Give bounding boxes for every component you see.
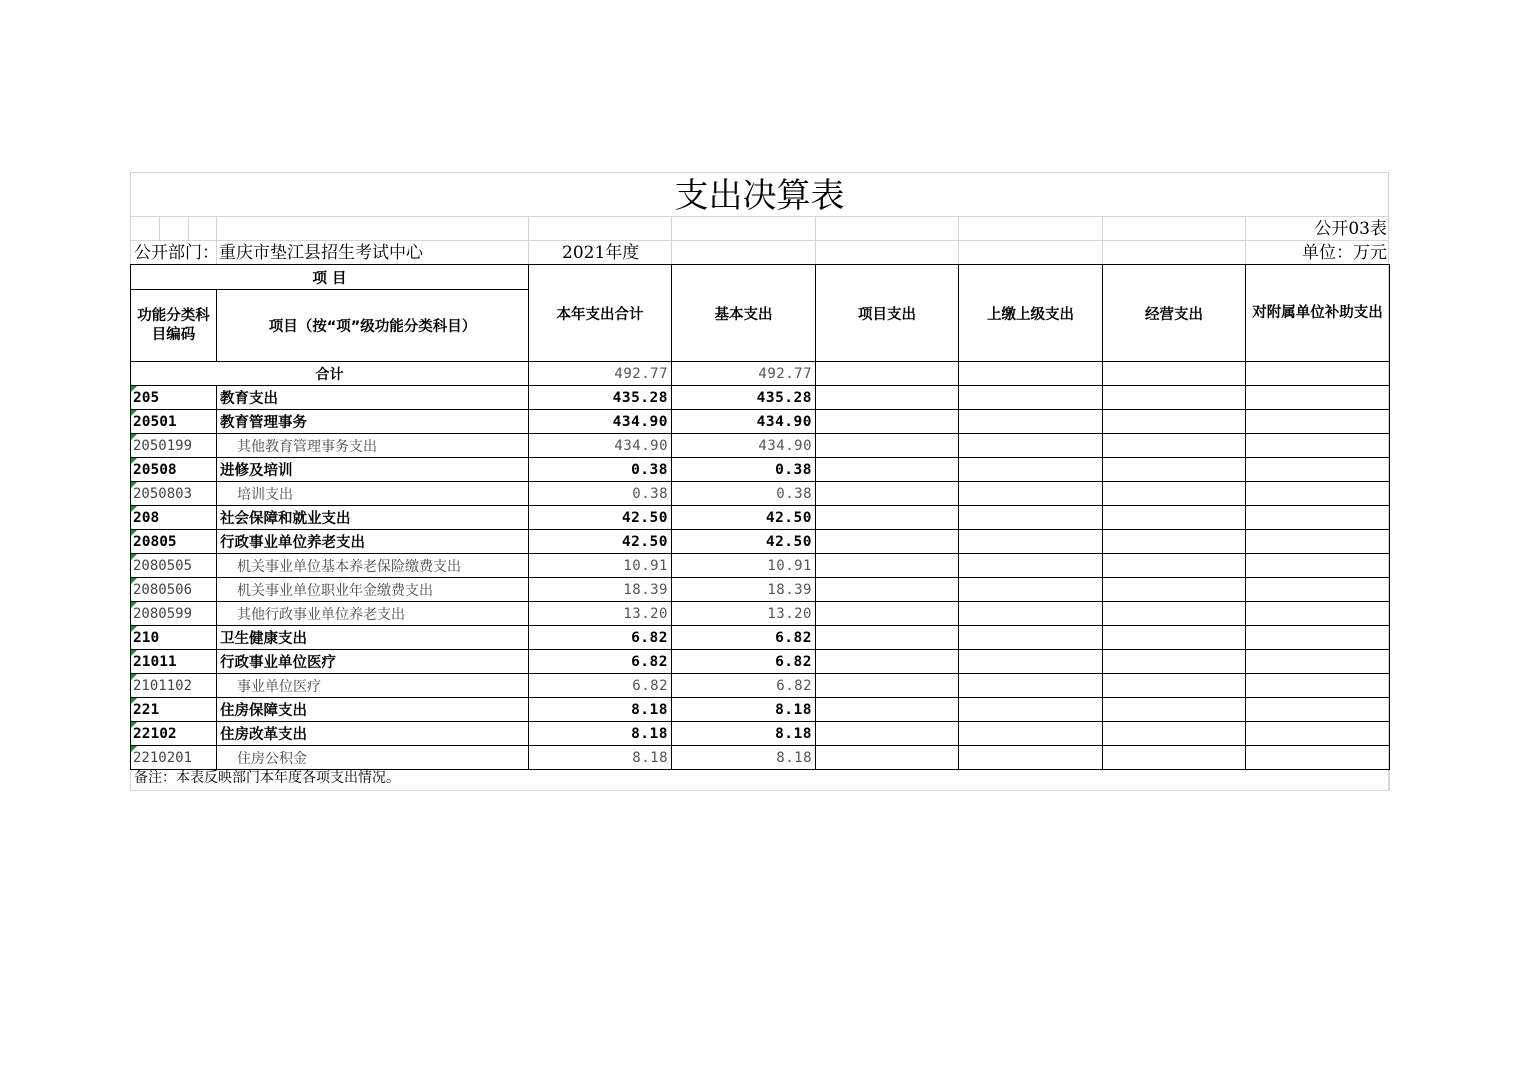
empty-cell <box>959 362 1103 386</box>
empty-cell <box>959 578 1103 602</box>
empty-cell <box>959 722 1103 746</box>
row-total: 8.18 <box>529 698 672 722</box>
header-code: 功能分类科目编码 <box>131 290 217 362</box>
row-basic: 42.50 <box>672 530 816 554</box>
total-label: 合计 <box>131 362 529 386</box>
table-row <box>131 458 1390 482</box>
empty-cell <box>1103 722 1246 746</box>
header-basic: 基本支出 <box>672 265 816 362</box>
row-name: 进修及培训 <box>217 458 529 482</box>
table-row <box>131 386 1390 410</box>
empty-cell <box>1246 386 1390 410</box>
total-amount: 492.77 <box>529 362 672 386</box>
row-name: 机关事业单位基本养老保险缴费支出 <box>217 554 529 578</box>
empty-cell <box>816 386 959 410</box>
empty-cell <box>1103 434 1246 458</box>
row-total: 6.82 <box>529 650 672 674</box>
empty-cell <box>959 746 1103 770</box>
row-name: 教育支出 <box>217 386 529 410</box>
table-row <box>131 410 1390 434</box>
empty-cell <box>816 698 959 722</box>
row-basic: 0.38 <box>672 482 816 506</box>
fiscal-year: 2021年度 <box>562 243 640 263</box>
row-code: 208 <box>131 506 217 530</box>
empty-cell <box>959 554 1103 578</box>
row-basic: 18.39 <box>672 578 816 602</box>
row-name: 培训支出 <box>217 482 529 506</box>
row-total: 13.20 <box>529 602 672 626</box>
expenditure-table <box>130 264 1390 770</box>
empty-cell <box>1246 602 1390 626</box>
empty-cell <box>959 602 1103 626</box>
header-subsidy: 对附属单位补助支出 <box>1246 265 1390 362</box>
empty-cell <box>1103 674 1246 698</box>
empty-cell <box>1103 578 1246 602</box>
row-name: 社会保障和就业支出 <box>217 506 529 530</box>
empty-cell <box>1246 434 1390 458</box>
empty-cell <box>816 722 959 746</box>
row-name: 机关事业单位职业年金缴费支出 <box>217 578 529 602</box>
gridline <box>528 216 529 264</box>
empty-cell <box>1103 506 1246 530</box>
table-row <box>131 482 1390 506</box>
row-name: 行政事业单位医疗 <box>217 650 529 674</box>
empty-cell <box>816 626 959 650</box>
empty-cell <box>959 650 1103 674</box>
row-basic: 435.28 <box>672 386 816 410</box>
row-name: 卫生健康支出 <box>217 626 529 650</box>
empty-cell <box>1103 746 1246 770</box>
empty-cell <box>816 554 959 578</box>
empty-cell <box>1103 482 1246 506</box>
empty-cell <box>1246 530 1390 554</box>
empty-cell <box>1246 722 1390 746</box>
row-code: 2101102 <box>131 674 217 698</box>
row-code: 20805 <box>131 530 217 554</box>
row-code: 2080505 <box>131 554 217 578</box>
empty-cell <box>816 506 959 530</box>
row-name: 住房改革支出 <box>217 722 529 746</box>
empty-cell <box>1103 530 1246 554</box>
empty-cell <box>1246 410 1390 434</box>
empty-cell <box>1246 698 1390 722</box>
gridline <box>958 216 959 264</box>
gridline <box>1102 216 1103 264</box>
gridline <box>159 216 160 240</box>
empty-cell <box>816 674 959 698</box>
row-basic: 8.18 <box>672 722 816 746</box>
row-total: 0.38 <box>529 458 672 482</box>
empty-cell <box>816 746 959 770</box>
empty-cell <box>1103 410 1246 434</box>
empty-cell <box>959 674 1103 698</box>
table-row <box>131 530 1390 554</box>
form-number: 公开03表 <box>1314 219 1387 239</box>
page-title: 支出决算表 <box>674 176 845 216</box>
header-business: 经营支出 <box>1103 265 1246 362</box>
gridline <box>671 216 672 264</box>
row-total: 8.18 <box>529 746 672 770</box>
row-total: 6.82 <box>529 626 672 650</box>
header-project-expense: 项目支出 <box>816 265 959 362</box>
unit-label: 单位：万元 <box>1302 243 1387 263</box>
empty-cell <box>1246 554 1390 578</box>
empty-cell <box>1246 746 1390 770</box>
row-code: 20501 <box>131 410 217 434</box>
gridline <box>815 216 816 264</box>
row-code: 221 <box>131 698 217 722</box>
empty-cell <box>1103 602 1246 626</box>
empty-cell <box>959 386 1103 410</box>
row-total: 42.50 <box>529 506 672 530</box>
table-row <box>131 434 1390 458</box>
row-total: 434.90 <box>529 410 672 434</box>
header-total: 本年支出合计 <box>529 265 672 362</box>
empty-cell <box>816 362 959 386</box>
row-total: 8.18 <box>529 722 672 746</box>
row-name: 事业单位医疗 <box>217 674 529 698</box>
gridline <box>188 216 189 240</box>
row-name: 行政事业单位养老支出 <box>217 530 529 554</box>
row-code: 2050199 <box>131 434 217 458</box>
table-row <box>131 650 1390 674</box>
empty-cell <box>816 458 959 482</box>
empty-cell <box>816 410 959 434</box>
row-name: 住房公积金 <box>217 746 529 770</box>
table-row <box>131 674 1390 698</box>
total-basic: 492.77 <box>672 362 816 386</box>
row-basic: 8.18 <box>672 698 816 722</box>
row-name: 其他行政事业单位养老支出 <box>217 602 529 626</box>
row-basic: 6.82 <box>672 626 816 650</box>
empty-cell <box>1246 482 1390 506</box>
empty-cell <box>959 698 1103 722</box>
row-code: 21011 <box>131 650 217 674</box>
table-row <box>131 698 1390 722</box>
header-project: 项 目 <box>131 265 529 290</box>
table-row <box>131 626 1390 650</box>
table-row <box>131 578 1390 602</box>
row-total: 6.82 <box>529 674 672 698</box>
row-code: 210 <box>131 626 217 650</box>
row-name: 教育管理事务 <box>217 410 529 434</box>
empty-cell <box>816 530 959 554</box>
row-total: 10.91 <box>529 554 672 578</box>
row-basic: 8.18 <box>672 746 816 770</box>
row-name: 住房保障支出 <box>217 698 529 722</box>
empty-cell <box>1246 458 1390 482</box>
row-code: 20508 <box>131 458 217 482</box>
row-basic: 42.50 <box>672 506 816 530</box>
empty-cell <box>1103 650 1246 674</box>
empty-cell <box>1103 458 1246 482</box>
footnote: 备注：本表反映部门本年度各项支出情况。 <box>134 770 400 786</box>
gridline <box>1389 767 1390 791</box>
empty-cell <box>959 506 1103 530</box>
row-code: 2050803 <box>131 482 217 506</box>
empty-cell <box>816 578 959 602</box>
empty-cell <box>1246 626 1390 650</box>
row-code: 2080599 <box>131 602 217 626</box>
row-code: 2210201 <box>131 746 217 770</box>
empty-cell <box>816 434 959 458</box>
empty-cell <box>1103 362 1246 386</box>
empty-cell <box>1103 386 1246 410</box>
empty-cell <box>1103 698 1246 722</box>
table-row <box>131 722 1390 746</box>
empty-cell <box>1246 674 1390 698</box>
row-basic: 13.20 <box>672 602 816 626</box>
empty-cell <box>959 434 1103 458</box>
empty-cell <box>816 482 959 506</box>
table-row <box>131 506 1390 530</box>
row-basic: 0.38 <box>672 458 816 482</box>
empty-cell <box>1246 506 1390 530</box>
empty-cell <box>1103 626 1246 650</box>
empty-cell <box>959 530 1103 554</box>
empty-cell <box>816 602 959 626</box>
gridline <box>1245 216 1246 264</box>
row-total: 435.28 <box>529 386 672 410</box>
table-row <box>131 602 1390 626</box>
row-total: 18.39 <box>529 578 672 602</box>
table-row <box>131 554 1390 578</box>
department-label: 公开部门：重庆市垫江县招生考试中心 <box>134 243 423 263</box>
row-total: 0.38 <box>529 482 672 506</box>
empty-cell <box>1103 554 1246 578</box>
empty-cell <box>959 410 1103 434</box>
empty-cell <box>816 650 959 674</box>
row-basic: 434.90 <box>672 434 816 458</box>
empty-cell <box>959 458 1103 482</box>
row-basic: 6.82 <box>672 650 816 674</box>
row-code: 2080506 <box>131 578 217 602</box>
empty-cell <box>1246 578 1390 602</box>
row-basic: 6.82 <box>672 674 816 698</box>
empty-cell <box>959 626 1103 650</box>
row-basic: 10.91 <box>672 554 816 578</box>
header-upper-payment: 上缴上级支出 <box>959 265 1103 362</box>
row-code: 22102 <box>131 722 217 746</box>
row-basic: 434.90 <box>672 410 816 434</box>
empty-cell <box>959 482 1103 506</box>
header-name: 项目（按“项”级功能分类科目） <box>217 290 529 362</box>
row-code: 205 <box>131 386 217 410</box>
empty-cell <box>1246 362 1390 386</box>
row-total: 42.50 <box>529 530 672 554</box>
row-total: 434.90 <box>529 434 672 458</box>
gridline <box>130 240 1389 241</box>
row-name: 其他教育管理事务支出 <box>217 434 529 458</box>
table-row <box>131 746 1390 770</box>
empty-cell <box>1246 650 1390 674</box>
